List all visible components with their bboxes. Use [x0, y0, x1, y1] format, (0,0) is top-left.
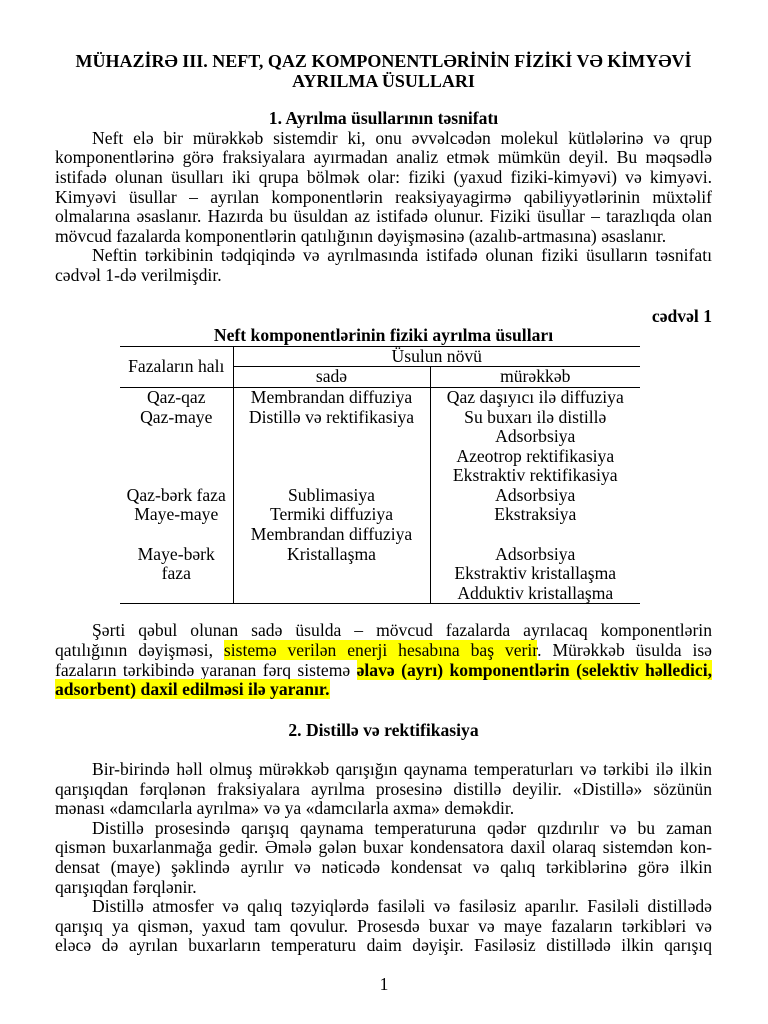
table-row — [120, 447, 640, 467]
paragraph-text: qatılığının dəyişməsi, — [55, 640, 224, 661]
paragraph-line: cədvəl 1-də verilmişdir. — [55, 264, 222, 285]
header-complex: mürəkkəb — [430, 367, 640, 388]
paragraph-line: Neftin tərkibinin tədqiqində və ayrılmasında istifadə olunan fiziki üsulların təsnifatı — [92, 245, 712, 266]
complex-method-cell: Adsorbsiya — [495, 485, 576, 505]
simple-method-cell: Membrandan diffuziya — [233, 387, 430, 407]
complex-method-cell: Adsorbsiya — [495, 544, 576, 564]
complex-method-cell: Ekstraktiv kristallaşma — [454, 564, 617, 584]
lecture-title-line: AYRILMA ÜSULLARI — [292, 70, 475, 91]
phase-state-cell: Maye-maye — [120, 505, 233, 525]
phase-state-cell: Qaz-bərk faza — [120, 486, 233, 506]
simple-method-cell — [233, 564, 430, 584]
paragraph-line: Şərti qəbul olunan sadə üsulda – mövcud fazalarda ayrılacaq komponentlərin — [92, 620, 712, 641]
simple-method-cell: Kristallaşma — [233, 545, 430, 565]
header-method-type: Üsulun növü — [233, 346, 640, 367]
paragraph — [55, 819, 712, 897]
table-row — [120, 387, 640, 407]
section-heading: 2. Distillə və rektifikasiya — [288, 719, 479, 740]
complex-method-cell: Qaz daşıyıcı ilə diffuziya — [446, 387, 624, 407]
highlighted-bold-text: adsorbent) daxil edilməsi ilə yaranır. — [55, 679, 330, 700]
paragraph-line: komponentlərinə görə fraksiyalara ayırmadan analiz etmək mümkün deyil. Bu məqsədlə — [55, 147, 712, 168]
paragraph-line: Neft elə bir mürəkkəb sistemdir ki, onu əvvəlcədən molekul kütlələrinə və qrup — [92, 127, 712, 148]
paragraph-line: Distillə atmosfer və qalıq təzyiqlərdə fasiləli və fasiləsiz aparılır. Fasiləli distillədə — [92, 896, 712, 917]
table-row — [120, 545, 640, 565]
complex-method-cell: Adsorbsiya — [495, 427, 576, 447]
table-row — [120, 486, 640, 506]
phase-state-cell — [120, 584, 233, 604]
simple-method-cell — [233, 447, 430, 467]
complex-method-cell: Ekstraksiya — [494, 505, 577, 525]
paragraph-line: qarışıq ya qismən, yaxud tam qovulur. Prosesdə buxar və maye fazaların tərkibləri və — [55, 915, 712, 936]
phase-state-cell: Qaz-maye — [120, 408, 233, 428]
paragraph-line: Kimyəvi üsullar – ayrılan komponentlərin reaksiyayagirmə qabiliyyətlərinin müxtəlif — [55, 186, 712, 207]
simple-method-cell: Termiki diffuziya — [233, 505, 430, 525]
simple-method-cell — [233, 466, 430, 486]
paragraph — [55, 897, 712, 956]
header-phase-state: Fazaların halı — [120, 346, 233, 387]
complex-method-cell: Ekstraktiv rektifikasiya — [452, 466, 618, 486]
paragraph — [55, 621, 712, 699]
table-row — [120, 584, 640, 604]
paragraph-line: qarışıqdan fərqlənir. — [55, 876, 197, 897]
paragraph-line: Distillə prosesində qarışıq qaynama temperaturuna qədər qızdırılır və bu zaman — [92, 817, 712, 838]
paragraph-line: istifadə olunan üsulları iki qrupa bölmək olar: fiziki (yaxud fiziki-kimyəvi) və kimyəvi. — [55, 166, 712, 187]
complex-method-cell: Adduktiv kristallaşma — [457, 583, 614, 603]
simple-method-cell: Membrandan diffuziya — [233, 525, 430, 545]
page-content — [55, 52, 712, 956]
paragraph-line — [55, 680, 712, 700]
table-row — [120, 525, 640, 545]
highlighted-bold-text: əlavə (ayrı) komponentlərin (selektiv həlledici, — [356, 659, 712, 680]
simple-method-cell: Distillə və rektifikasiya — [233, 408, 430, 428]
paragraph-text: fazaların tərkibində yaranan fərq sistemə — [55, 659, 357, 680]
paragraph-text: . Mürəkkəb üsulda isə — [537, 640, 712, 661]
table-row — [120, 505, 640, 525]
paragraph-line: eləcə də ayrılan buxarların temperaturu daim dəyişir. Fasiləsiz distillədə ilkin qarışıq — [55, 935, 712, 956]
paragraph-line: Bir-birində həll olmuş mürəkkəb qarışığın qaynama temperaturları və tərkibi ilə ilkin — [92, 759, 712, 779]
paragraph-line — [55, 641, 712, 661]
phase-state-cell — [120, 447, 233, 467]
simple-method-cell: Sublimasiya — [233, 486, 430, 506]
paragraph — [55, 129, 712, 247]
phase-state-cell: Qaz-qaz — [120, 387, 233, 407]
paragraph-line: olmalarına əsaslanır. Hazırda bu üsuldan az istifadə olunur. Fiziki üsullar – tarazlıqda olan — [55, 206, 712, 227]
page-number: 1 — [379, 974, 389, 994]
table-row — [120, 427, 640, 447]
table-row — [120, 564, 640, 584]
phase-state-cell: Maye-bərk — [120, 545, 233, 565]
section-heading: 1. Ayrılma üsullarının təsnifatı — [268, 108, 499, 129]
table-row — [120, 408, 640, 428]
paragraph — [55, 246, 712, 285]
lecture-title-line: MÜHAZİRƏ III. NEFT, QAZ KOMPONENTLƏRİNİN FİZİKİ VƏ KİMYƏVİ — [75, 51, 692, 71]
table-header-row — [120, 346, 640, 367]
complex-method-cell: Azeotrop rektifikasiya — [456, 446, 615, 466]
phase-state-cell: faza — [120, 564, 233, 584]
simple-method-cell — [233, 584, 430, 604]
phase-state-cell — [120, 525, 233, 545]
simple-method-cell — [233, 427, 430, 447]
phase-state-cell — [120, 466, 233, 486]
paragraph-line — [55, 661, 712, 681]
highlighted-text: sistemə verilən enerji hesabına baş verir — [223, 640, 538, 661]
paragraph-line: mövcud fazalarda komponentlərin qatılığının dəyişməsinə (azalıb-artmasına) əsaslanır. — [55, 225, 667, 246]
paragraph-line: qarışıqdan fərqlənən fraksiyalara ayrılma prosesinə distillə deyilir. «Distillə» sözünün — [55, 778, 712, 799]
complex-method-cell: Su buxarı ilə distillə — [464, 407, 607, 427]
separation-methods-table — [120, 346, 640, 605]
table-label: cədvəl 1 — [651, 305, 712, 326]
paragraph-line: mənası «damcılarla ayrılma» və ya «damcılarla axma» deməkdir. — [55, 798, 515, 819]
paragraph — [55, 760, 712, 819]
phase-state-cell — [120, 427, 233, 447]
paragraph-line: densat (maye) şəklində ayrılır və nəticədə kondensat və qalıq tərkiblərinə görə ilkin — [55, 856, 712, 877]
table-caption: Neft komponentlərinin fiziki ayrılma üsulları — [213, 325, 554, 346]
complex-method-cell — [430, 525, 640, 545]
paragraph-line: qismən buxarlanmağa gedir. Əmələ gələn buxar kondensatora daxil olaraq sistemdən kon- — [55, 837, 712, 858]
table-row — [120, 466, 640, 486]
header-simple: sadə — [233, 367, 430, 388]
